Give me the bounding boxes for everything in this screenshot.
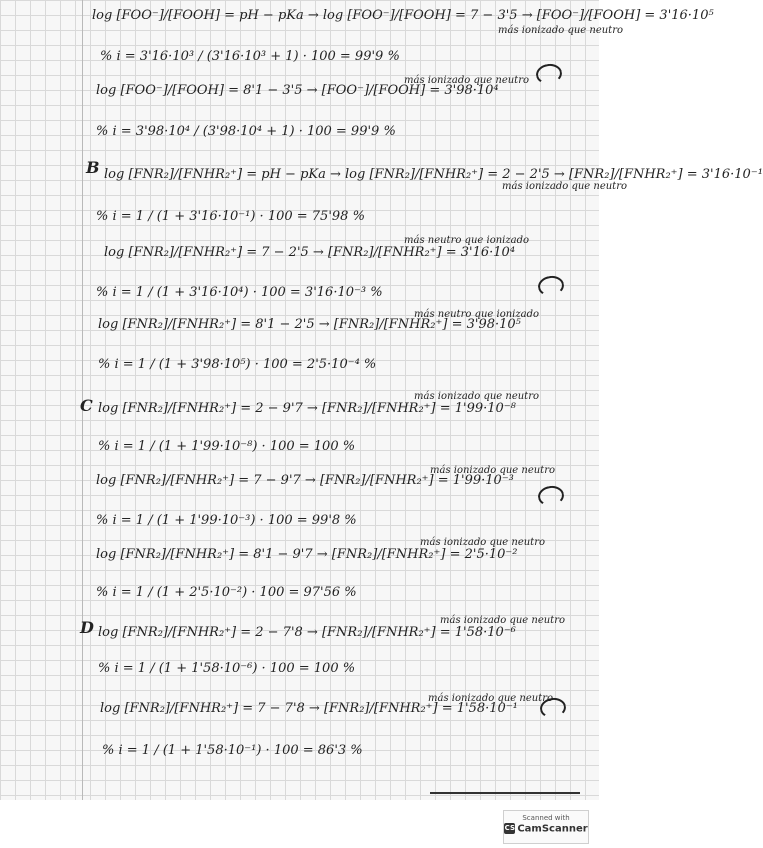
note-more-ionized: más ionizado que neutro xyxy=(502,181,627,192)
equation-line-1: log [FOO⁻]/[FOOH] = pH − pKa → log [FOO⁻]/[FOOH] = 7 − 3'5 → [FOO⁻]/[FOOH] = 3'16·10⁵ xyxy=(92,8,714,23)
equation-line-18: % i = 1 / (1 + 1'58·10⁻⁶) · 100 = 100 % xyxy=(98,661,356,676)
equation-line-3: log [FOO⁻]/[FOOH] = 8'1 − 3'5 → [FOO⁻]/[FOOH] = 3'98·10⁴ xyxy=(96,83,499,98)
note-more-neutral: más neutro que ionizado xyxy=(404,235,529,246)
equation-line-13: log [FNR₂]/[FNHR₂⁺] = 7 − 9'7 → [FNR₂]/[FNHR₂⁺] = 1'99·10⁻³ xyxy=(96,473,514,488)
watermark-brand-name: CamScanner xyxy=(517,823,588,835)
note-more-ionized: más ionizado que neutro xyxy=(440,615,565,626)
note-more-neutral: más neutro que ionizado xyxy=(414,309,539,320)
equation-line-9: log [FNR₂]/[FNHR₂⁺] = 8'1 − 2'5 → [FNR₂]/[FNHR₂⁺] = 3'98·10⁵ xyxy=(98,317,521,332)
equation-line-11: log [FNR₂]/[FNHR₂⁺] = 2 − 9'7 → [FNR₂]/[FNHR₂⁺] = 1'99·10⁻⁸ xyxy=(98,401,516,416)
watermark-caption: Scanned with xyxy=(522,814,570,822)
equation-line-5: log [FNR₂]/[FNHR₂⁺] = pH − pKa → log [FNR₂]/[FNHR₂⁺] = 2 − 2'5 → [FNR₂]/[FNHR₂⁺] = 3'16·10⁻¹ xyxy=(104,167,763,182)
equation-line-6: % i = 1 / (1 + 3'16·10⁻¹) · 100 = 75'98 % xyxy=(96,209,365,224)
equation-line-7: log [FNR₂]/[FNHR₂⁺] = 7 − 2'5 → [FNR₂]/[FNHR₂⁺] = 3'16·10⁴ xyxy=(104,245,516,260)
section-label-c: C xyxy=(80,396,93,415)
binder-ring-icon xyxy=(537,484,566,507)
note-more-ionized: más ionizado que neutro xyxy=(420,537,545,548)
note-more-ionized: más ionizado que neutro xyxy=(430,465,555,476)
note-more-ionized: más ionizado que neutro xyxy=(414,391,539,402)
binder-ring-icon xyxy=(535,62,564,85)
equation-line-19: log [FNR₂]/[FNHR₂⁺] = 7 − 7'8 → [FNR₂]/[FNHR₂⁺] = 1'58·10⁻¹ xyxy=(100,701,518,716)
section-label-d: D xyxy=(80,618,94,637)
equation-line-4: % i = 3'98·10⁴ / (3'98·10⁴ + 1) · 100 = 99'9 % xyxy=(96,124,396,139)
camscanner-logo-icon: CS xyxy=(504,824,515,832)
section-label-b: B xyxy=(86,158,100,177)
note-more-ionized: más ionizado que neutro xyxy=(498,25,623,36)
equation-line-14: % i = 1 / (1 + 1'99·10⁻³) · 100 = 99'8 % xyxy=(96,513,357,528)
equation-line-16: % i = 1 / (1 + 2'5·10⁻²) · 100 = 97'56 % xyxy=(96,585,357,600)
note-more-ionized: más ionizado que neutro xyxy=(428,693,553,704)
equation-line-2: % i = 3'16·10³ / (3'16·10³ + 1) · 100 = 99'9 % xyxy=(100,49,400,64)
page-bottom-rule xyxy=(430,792,580,794)
note-more-ionized: más ionizado que neutro xyxy=(404,75,529,86)
equation-line-10: % i = 1 / (1 + 3'98·10⁵) · 100 = 2'5·10⁻⁴ % xyxy=(98,357,377,372)
equation-line-15: log [FNR₂]/[FNHR₂⁺] = 8'1 − 9'7 → [FNR₂]/[FNHR₂⁺] = 2'5·10⁻² xyxy=(96,547,518,562)
camscanner-watermark xyxy=(503,810,589,844)
binder-ring-icon xyxy=(537,274,566,297)
equation-line-17: log [FNR₂]/[FNHR₂⁺] = 2 − 7'8 → [FNR₂]/[FNHR₂⁺] = 1'58·10⁻⁶ xyxy=(98,625,516,640)
equation-line-12: % i = 1 / (1 + 1'99·10⁻⁸) · 100 = 100 % xyxy=(98,439,356,454)
equation-line-8: % i = 1 / (1 + 3'16·10⁴) · 100 = 3'16·10⁻³ % xyxy=(96,285,383,300)
equation-line-20: % i = 1 / (1 + 1'58·10⁻¹) · 100 = 86'3 % xyxy=(102,743,363,758)
watermark-brand xyxy=(504,823,588,835)
